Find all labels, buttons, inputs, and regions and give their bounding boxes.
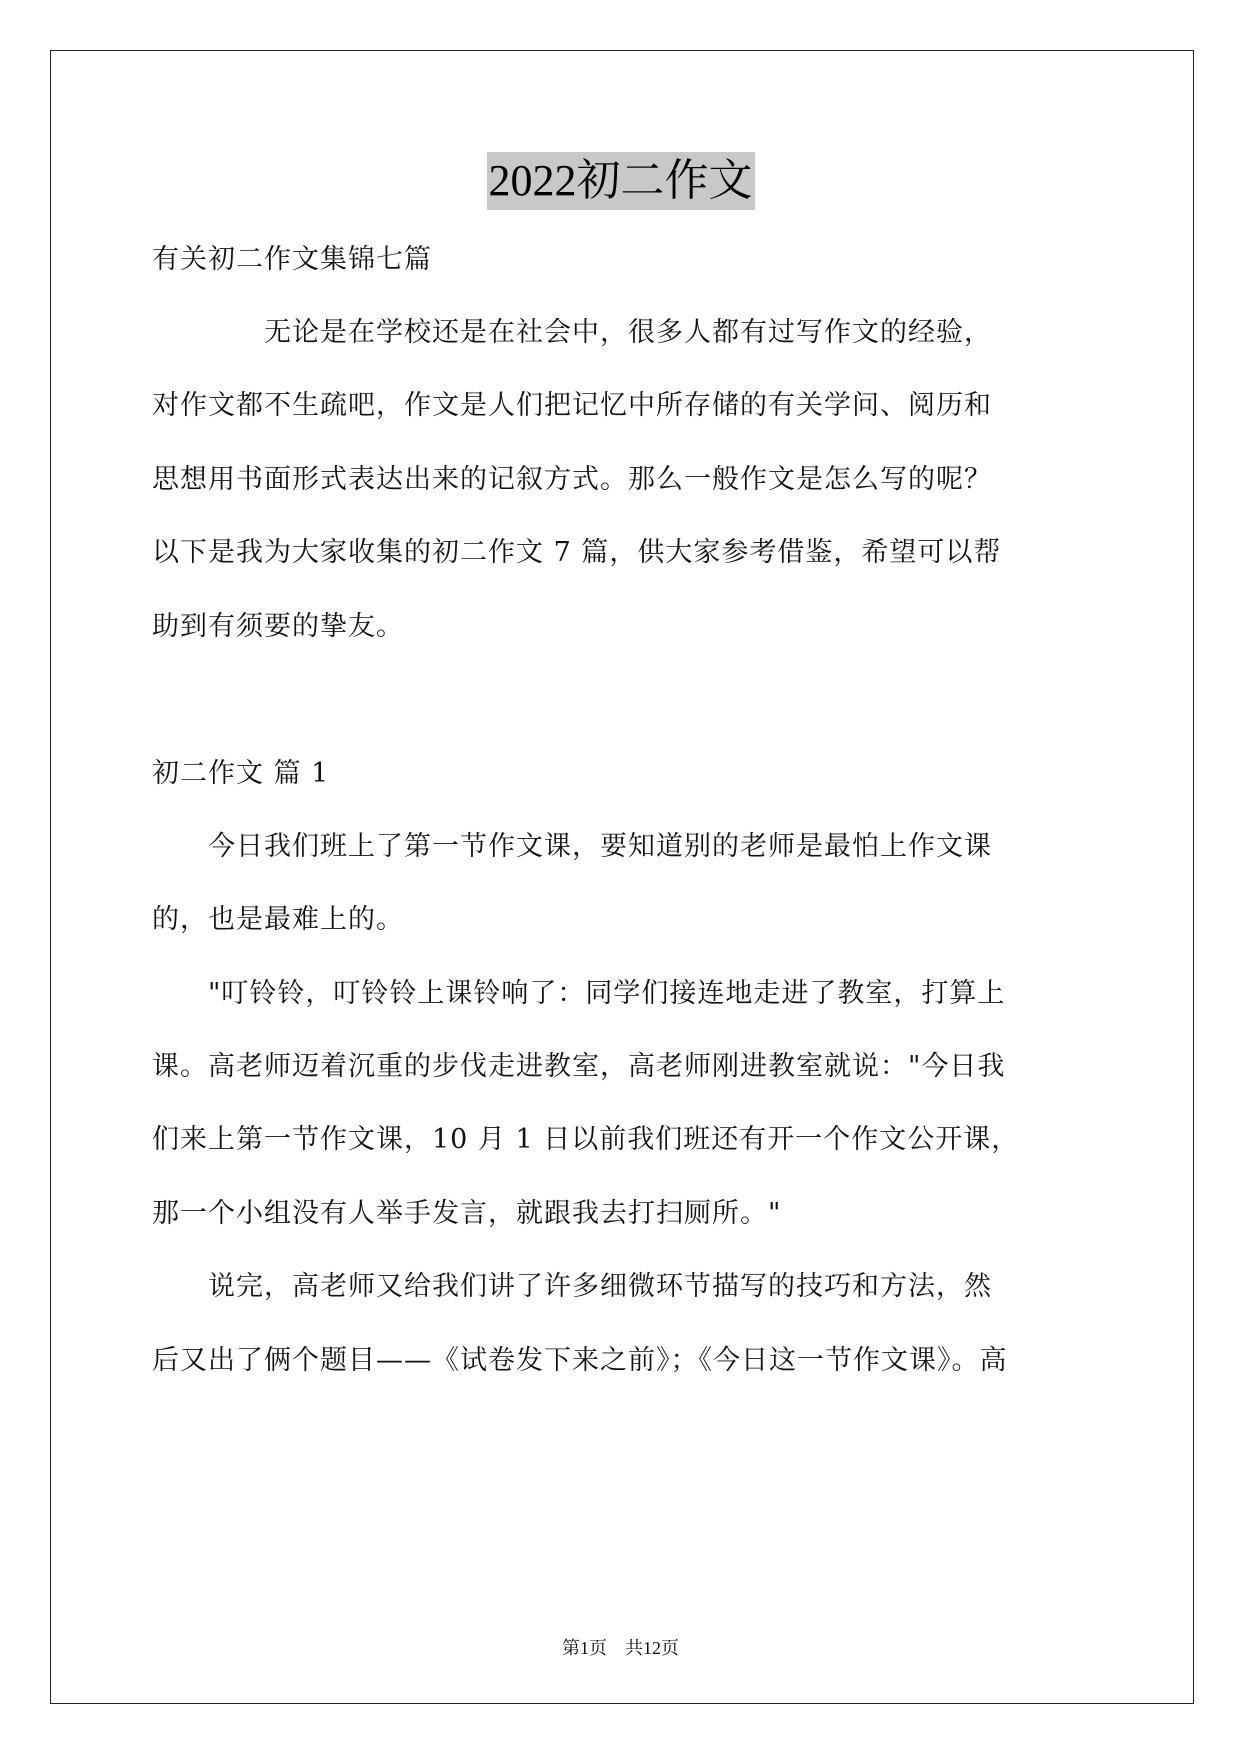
- text-line: 说完，高老师又给我们讲了许多细微环节描写的技巧和方法，然: [152, 1271, 992, 1302]
- text-line: "叮铃铃，叮铃铃上课铃响了：同学们接连地走进了教室，打算上: [152, 978, 1006, 1009]
- text-line: 们来上第一节作文课，10 月 1 日以前我们班还有开一个作文公开课，: [152, 1124, 1020, 1155]
- text-line: 助到有须要的挚友。: [152, 611, 404, 642]
- page-border: [50, 50, 1194, 1704]
- text-line: 无论是在学校还是在社会中，很多人都有过写作文的经验，: [152, 317, 992, 348]
- text-line: 思想用书面形式表达出来的记叙方式。那么一般作文是怎么写的呢？: [152, 464, 992, 495]
- text-line: 那一个小组没有人举手发言，就跟我去打扫厕所。": [152, 1198, 782, 1229]
- text-line: 有关初二作文集锦七篇: [152, 244, 432, 275]
- text-line: 今日我们班上了第一节作文课，要知道别的老师是最怕上作文课: [152, 831, 992, 862]
- title-wrap: [0, 152, 1241, 210]
- text-line: 以下是我为大家收集的初二作文 7 篇，供大家参考借鉴，希望可以帮: [152, 537, 1002, 568]
- text-line: 对作文都不生疏吧，作文是人们把记忆中所存储的有关学问、阅历和: [152, 390, 992, 421]
- section-heading: 初二作文 篇 1: [152, 758, 330, 789]
- document-title: 2022初二作文: [487, 152, 755, 210]
- text-line: 课。高老师迈着沉重的步伐走进教室，高老师刚进教室就说："今日我: [152, 1051, 1006, 1082]
- text-line: 后又出了俩个题目——《试卷发下来之前》；《今日这一节作文课》。高: [152, 1345, 1008, 1376]
- text-line: 的，也是最难上的。: [152, 904, 404, 935]
- page-footer: 第1页 共12页: [562, 1638, 679, 1658]
